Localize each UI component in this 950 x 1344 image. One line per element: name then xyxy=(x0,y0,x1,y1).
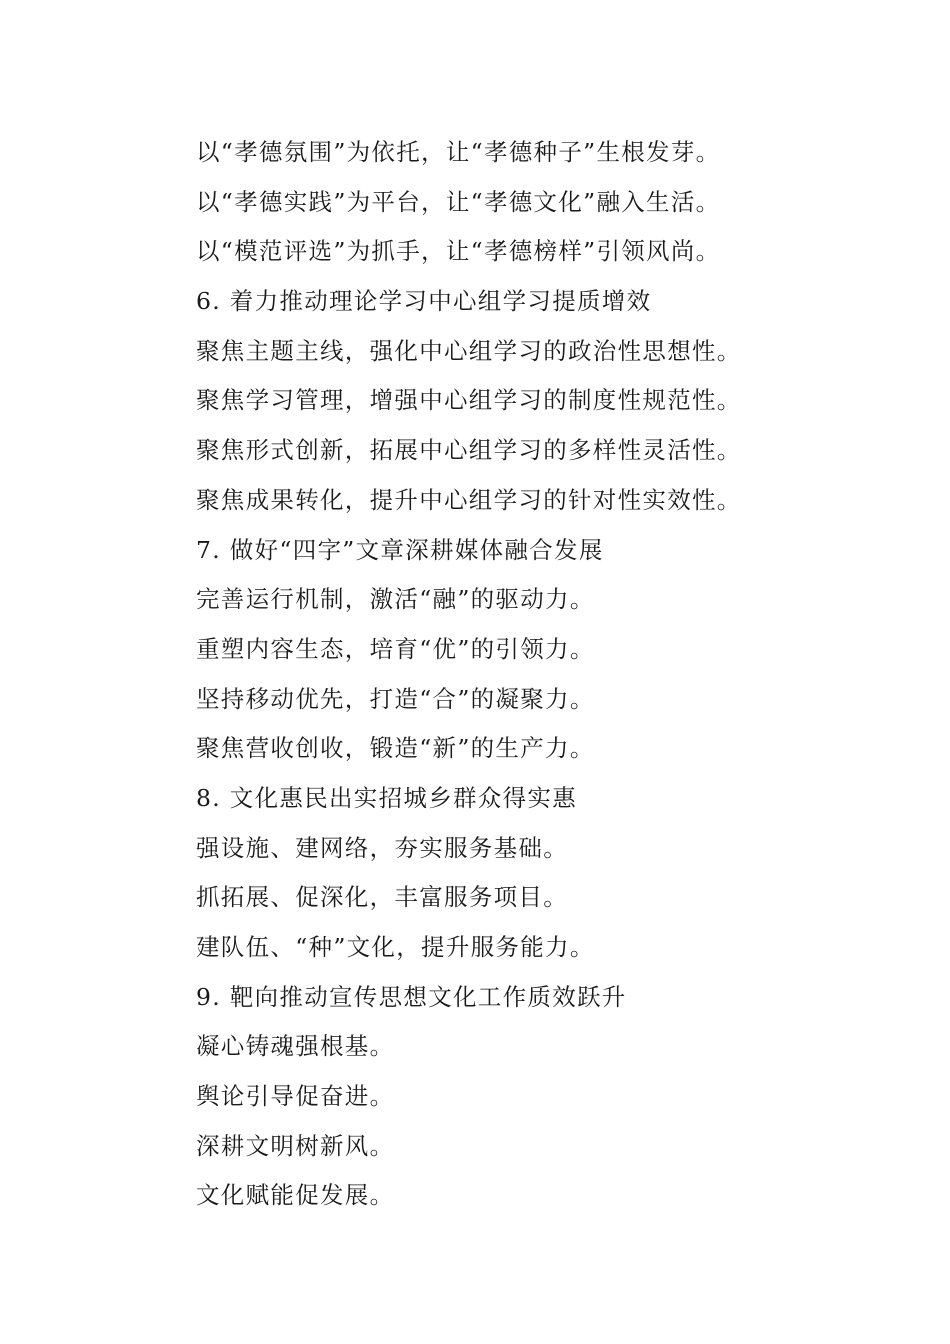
list-item: 建队伍、“种”文化，提升服务能力。 xyxy=(196,933,595,961)
list-item: 以“模范评选”为抓手，让“孝德榜样”引领风尚。 xyxy=(196,237,721,266)
list-item: 聚焦营收创收，锻造“新”的生产力。 xyxy=(196,734,595,763)
section-heading: 8. 文化惠民出实招城乡群众得实惠 xyxy=(196,783,577,812)
list-item: 抓拓展、促深化，丰富服务项目。 xyxy=(196,883,568,912)
section-heading: 9. 靶向推动宣传思想文化工作质效跃升 xyxy=(196,982,627,1011)
list-item: 文化赋能促发展。 xyxy=(196,1181,395,1210)
list-item: 聚焦学习管理，增强中心组学习的制度性规范性。 xyxy=(196,386,742,415)
list-item: 强设施、建网络，夯实服务基础。 xyxy=(196,833,568,862)
list-item: 凝心铸魂强根基。 xyxy=(196,1032,395,1061)
list-item: 聚焦成果转化，提升中心组学习的针对性实效性。 xyxy=(196,485,742,514)
list-item: 以“孝德氛围”为依托，让“孝德种子”生根发芽。 xyxy=(196,138,721,166)
list-item: 深耕文明树新风。 xyxy=(196,1131,395,1160)
section-heading: 6. 着力推动理论学习中心组学习提质增效 xyxy=(196,287,652,316)
list-item: 聚焦形式创新，拓展中心组学习的多样性灵活性。 xyxy=(196,436,742,465)
list-item: 聚焦主题主线，强化中心组学习的政治性思想性。 xyxy=(196,336,742,365)
list-item: 完善运行机制，激活“融”的驱动力。 xyxy=(196,585,595,614)
list-item: 舆论引导促奋进。 xyxy=(196,1082,395,1111)
document-body xyxy=(196,128,836,1221)
list-item: 以“孝德实践”为平台，让“孝德文化”融入生活。 xyxy=(196,187,721,216)
list-item: 重塑内容生态，培育“优”的引领力。 xyxy=(196,634,595,663)
section-heading: 7. 做好“四字”文章深耕媒体融合发展 xyxy=(196,535,604,564)
list-item: 坚持移动优先，打造“合”的凝聚力。 xyxy=(196,684,595,713)
